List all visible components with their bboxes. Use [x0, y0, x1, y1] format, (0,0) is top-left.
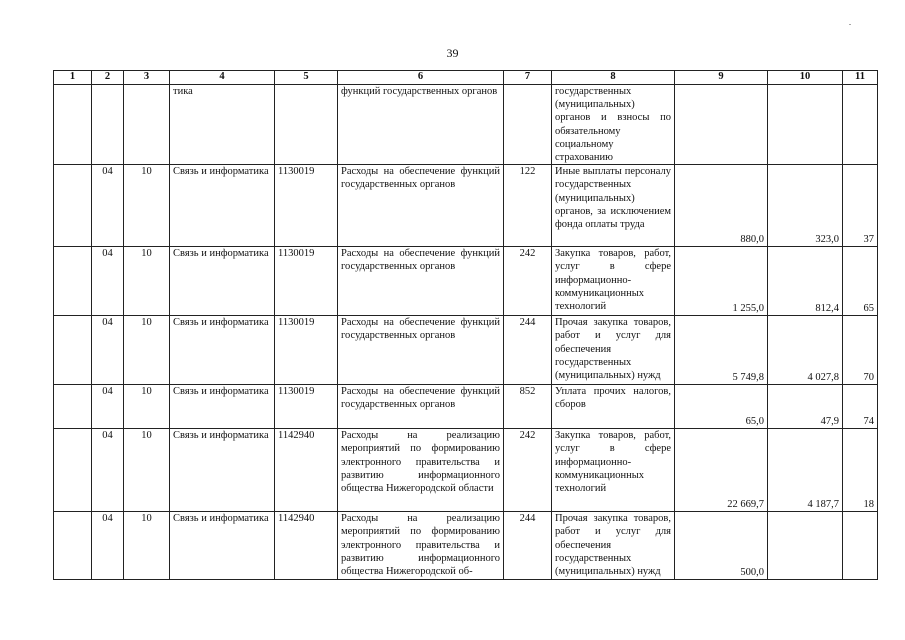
subsection-code-cell: 10	[124, 385, 170, 429]
actual-amount-cell	[768, 512, 843, 580]
subsection-name-cell: Связь и информатика	[170, 316, 275, 385]
subsection-name-cell: Связь и информатика	[170, 165, 275, 247]
expense-type-name-cell: Уплата прочих налогов, сборов	[552, 385, 675, 429]
planned-amount-cell: 5 749,8	[675, 316, 768, 385]
subsection-code-cell: 10	[124, 429, 170, 512]
expense-type-code-cell: 244	[504, 316, 552, 385]
expense-type-code-cell: 122	[504, 165, 552, 247]
target-article-code-cell: 1130019	[275, 165, 338, 247]
planned-amount-cell: 880,0	[675, 165, 768, 247]
header-cell: 5	[275, 71, 338, 85]
subsection-code-cell: 10	[124, 165, 170, 247]
section-code-cell: 04	[92, 429, 124, 512]
target-article-name-cell: Расходы на обеспечение функций государственных органов	[338, 165, 504, 247]
table-row	[54, 165, 878, 247]
planned-amount-cell: 65,0	[675, 385, 768, 429]
corner-mark: .	[849, 18, 851, 27]
planned-amount-cell: 1 255,0	[675, 247, 768, 316]
target-article-name-cell: Расходы на реализацию мероприятий по формированию электронного правительства и развитию информационного общества Нижегородской области	[338, 429, 504, 512]
header-cell: 6	[338, 71, 504, 85]
header-cell: 2	[92, 71, 124, 85]
expense-type-name-cell: Закупка товаров, работ, услуг в сфере информационно-коммуникационных технологий	[552, 247, 675, 316]
target-article-name-cell: Расходы на обеспечение функций государственных органов	[338, 385, 504, 429]
row-number-cell	[54, 512, 92, 580]
percent-cell	[843, 512, 878, 580]
expense-type-code-cell: 852	[504, 385, 552, 429]
subsection-name-cell: Связь и информатика	[170, 247, 275, 316]
expense-type-name-cell: государственных (муниципальных) органов и взносы по обязательному социальному страхованию	[552, 85, 675, 165]
row-number-cell	[54, 385, 92, 429]
target-article-name-cell: Расходы на реализацию мероприятий по формированию электронного правительства и развитию информационного общества Нижегородской об-	[338, 512, 504, 580]
actual-amount-cell: 812,4	[768, 247, 843, 316]
target-article-code-cell	[275, 85, 338, 165]
percent-cell	[843, 85, 878, 165]
table-row	[54, 247, 878, 316]
header-cell: 7	[504, 71, 552, 85]
target-article-name-cell: Расходы на обеспечение функций государственных органов	[338, 316, 504, 385]
percent-cell: 18	[843, 429, 878, 512]
expense-type-code-cell: 244	[504, 512, 552, 580]
header-cell: 11	[843, 71, 878, 85]
header-row	[54, 71, 878, 85]
row-number-cell	[54, 247, 92, 316]
actual-amount-cell	[768, 85, 843, 165]
row-number-cell	[54, 165, 92, 247]
expense-type-code-cell: 242	[504, 429, 552, 512]
expense-type-code-cell	[504, 85, 552, 165]
row-number-cell	[54, 85, 92, 165]
planned-amount-cell: 22 669,7	[675, 429, 768, 512]
row-number-cell	[54, 316, 92, 385]
planned-amount-cell	[675, 85, 768, 165]
percent-cell: 37	[843, 165, 878, 247]
header-cell: 8	[552, 71, 675, 85]
table-row	[54, 316, 878, 385]
subsection-name-cell: тика	[170, 85, 275, 165]
target-article-code-cell: 1130019	[275, 385, 338, 429]
expense-type-name-cell: Иные выплаты персоналу государственных (муниципальных) органов, за исключением фонда оплаты труда	[552, 165, 675, 247]
row-number-cell	[54, 429, 92, 512]
header-cell: 4	[170, 71, 275, 85]
section-code-cell: 04	[92, 316, 124, 385]
subsection-name-cell: Связь и информатика	[170, 385, 275, 429]
subsection-code-cell: 10	[124, 316, 170, 385]
actual-amount-cell: 323,0	[768, 165, 843, 247]
header-cell: 3	[124, 71, 170, 85]
target-article-name-cell: Расходы на обеспечение функций государственных органов	[338, 247, 504, 316]
header-cell: 1	[54, 71, 92, 85]
page-number: 39	[446, 46, 459, 60]
expense-type-name-cell: Прочая закупка товаров, работ и услуг для обеспечения государственных (муниципальных) нужд	[552, 512, 675, 580]
planned-amount-cell: 500,0	[675, 512, 768, 580]
percent-cell: 74	[843, 385, 878, 429]
target-article-name-cell: функций государственных органов	[338, 85, 504, 165]
section-code-cell: 04	[92, 385, 124, 429]
table-row	[54, 512, 878, 580]
table-row	[54, 85, 878, 165]
header-cell: 9	[675, 71, 768, 85]
expense-type-name-cell: Закупка товаров, работ, услуг в сфере информационно-коммуникационных технологий	[552, 429, 675, 512]
section-code-cell: 04	[92, 247, 124, 316]
target-article-code-cell: 1142940	[275, 429, 338, 512]
subsection-code-cell: 10	[124, 247, 170, 316]
target-article-code-cell: 1142940	[275, 512, 338, 580]
subsection-code-cell: 10	[124, 512, 170, 580]
table-row	[54, 429, 878, 512]
target-article-code-cell: 1130019	[275, 316, 338, 385]
percent-cell: 65	[843, 247, 878, 316]
actual-amount-cell: 4 187,7	[768, 429, 843, 512]
actual-amount-cell: 47,9	[768, 385, 843, 429]
section-code-cell	[92, 85, 124, 165]
header-cell: 10	[768, 71, 843, 85]
percent-cell: 70	[843, 316, 878, 385]
subsection-code-cell	[124, 85, 170, 165]
actual-amount-cell: 4 027,8	[768, 316, 843, 385]
target-article-code-cell: 1130019	[275, 247, 338, 316]
budget-table	[53, 70, 878, 580]
table-row	[54, 385, 878, 429]
expense-type-code-cell: 242	[504, 247, 552, 316]
subsection-name-cell: Связь и информатика	[170, 512, 275, 580]
expense-type-name-cell: Прочая закупка товаров, работ и услуг для обеспечения государственных (муниципальных) нужд	[552, 316, 675, 385]
section-code-cell: 04	[92, 512, 124, 580]
section-code-cell: 04	[92, 165, 124, 247]
subsection-name-cell: Связь и информатика	[170, 429, 275, 512]
